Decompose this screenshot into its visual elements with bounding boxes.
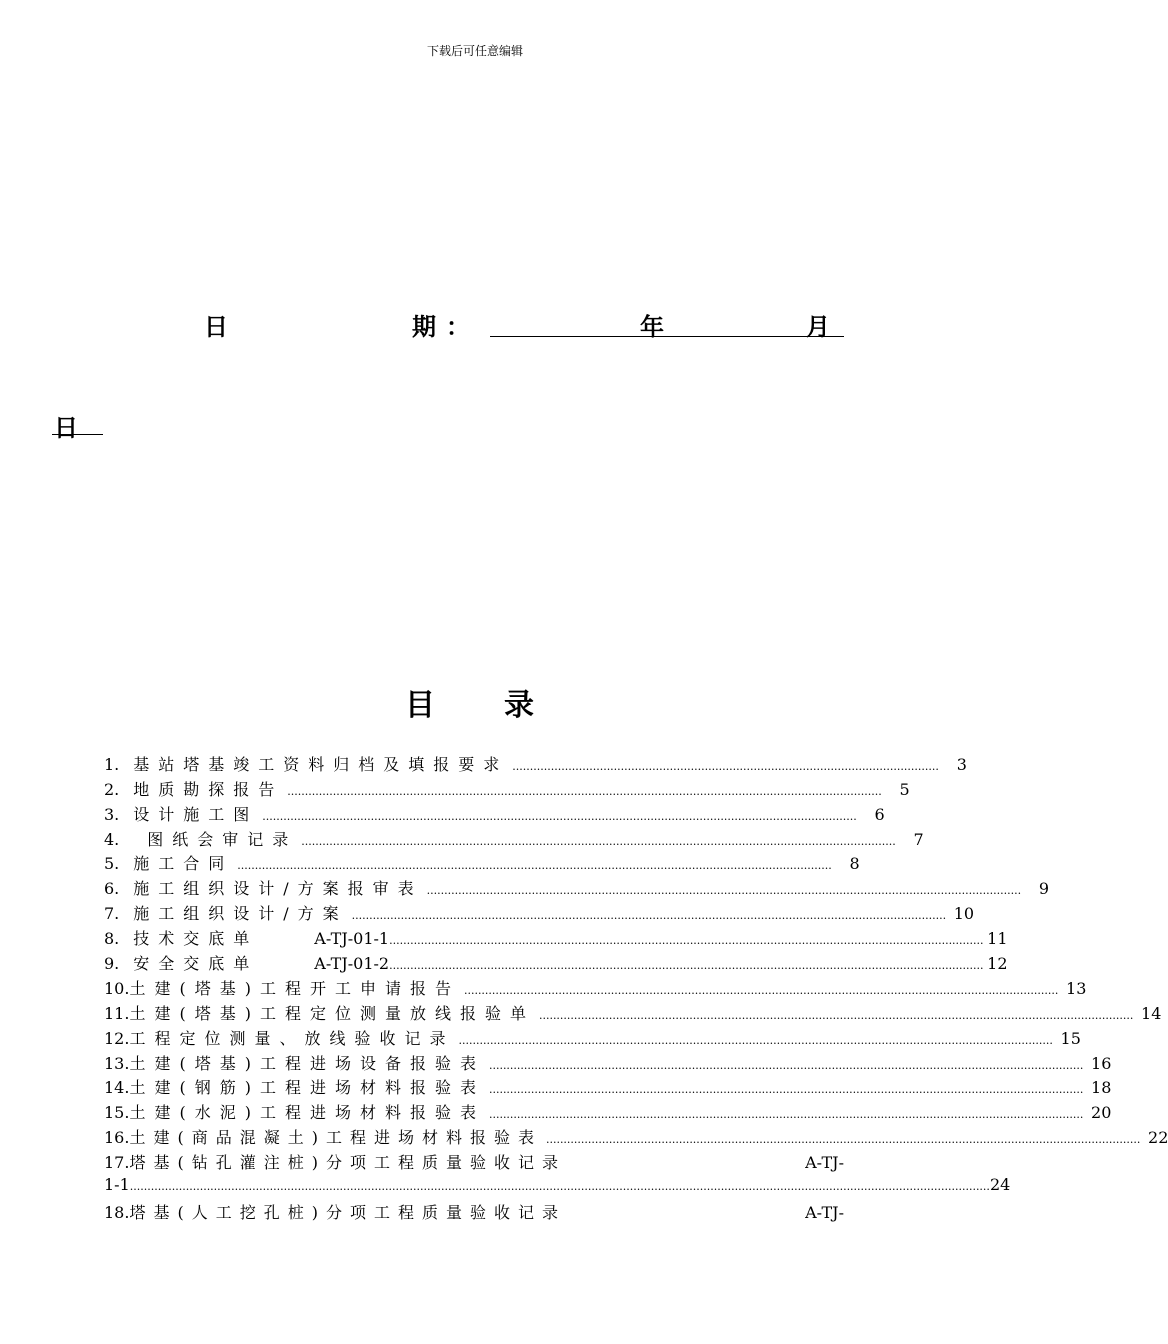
toc-item[interactable]: 5. 施工合同 .......................................................................................................................................................................... 8 [104, 854, 860, 873]
toc-item[interactable]: 14. 土建(钢筋)工程进场材料报验表 .......................................................................................................................................................................... 18 [104, 1078, 1112, 1097]
dot-leader: .......................................................................................................................................................................... [237, 859, 832, 872]
toc-item[interactable]: 13. 土建(塔基)工程进场设备报验表 .......................................................................................................................................................................... 16 [104, 1054, 1112, 1073]
dot-leader: .......................................................................................................................................................................... [301, 835, 896, 848]
dot-leader: ...................................................................................................................................................................................................................................................... [129, 1180, 990, 1193]
dot-leader: .......................................................................................................................................................................... [389, 934, 984, 947]
dot-leader: .......................................................................................................................................................................... [463, 984, 1059, 997]
dot-leader: .......................................................................................................................................................................... [426, 884, 1022, 897]
date-underline [490, 336, 844, 337]
date-label-ri: 日 [204, 312, 228, 341]
page-header-note: 下载后可任意编辑 [426, 44, 523, 58]
toc-item[interactable]: 8. 技术交底单 A-TJ-01-1 .......................................................................................................................................................................... 11 [104, 929, 1008, 948]
toc-item[interactable]: 11. 土建(塔基)工程定位测量放线报验单 .......................................................................................................................................................................... 14 [104, 1004, 1162, 1023]
toc-item[interactable]: 10. 土建(塔基)工程开工申请报告 .......................................................................................................................................................................... 13 [104, 979, 1087, 998]
dot-leader: .......................................................................................................................................................................... [488, 1059, 1084, 1072]
dot-leader: .......................................................................................................................... [512, 760, 939, 773]
date-month: 月 [806, 312, 830, 341]
toc-item[interactable]: 1. 基站塔基竣工资料归档及填报要求 .......................................................................................................................... 3 [104, 755, 967, 774]
toc-item[interactable]: 12. 工程定位测量、放线验收记录 .......................................................................................................................................................................... 15 [104, 1029, 1081, 1048]
date-colon: ： [446, 312, 470, 341]
toc-item[interactable]: 3. 设计施工图 .......................................................................................................................................................................... 6 [104, 805, 885, 824]
dot-leader: .......................................................................................................................................................................... [488, 1083, 1084, 1096]
dot-leader: .......................................................................................................................................................................... [287, 785, 882, 798]
date-day: 日 [54, 413, 78, 442]
dot-leader: .......................................................................................................................................................................... [351, 909, 947, 922]
dot-leader: .......................................................................................................................................................................... [389, 959, 984, 972]
day-underline [52, 434, 103, 435]
dot-leader: .......................................................................................................................................................................... [545, 1133, 1141, 1146]
toc-title-char-1: 目 [405, 688, 435, 723]
toc-item[interactable]: 9. 安全交底单 A-TJ-01-2 .......................................................................................................................................................................... 12 [104, 954, 1008, 973]
dot-leader: .......................................................................................................................................................................... [488, 1108, 1084, 1121]
toc-item-continuation: 1-1 ...................................................................................................................................................................................................................................................... 24 [104, 1175, 1011, 1194]
toc-item[interactable]: 16. 土建(商品混凝土)工程进场材料报验表 .......................................................................................................................................................................... 22 [104, 1128, 1168, 1147]
toc-item[interactable]: 6. 施工组织设计/方案报审表 .......................................................................................................................................................................... 9 [104, 879, 1050, 898]
toc-title-char-2: 录 [504, 688, 534, 723]
toc-item[interactable]: 7. 施工组织设计/方案 .......................................................................................................................................................................... 10 [104, 904, 975, 923]
date-year: 年 [640, 312, 664, 341]
toc-item[interactable]: 2. 地质勘探报告 .......................................................................................................................................................................... 5 [104, 780, 910, 799]
dot-leader: .......................................................................................................................................................................... [538, 1009, 1134, 1022]
toc-item[interactable]: 17. 塔基(钻孔灌注桩)分项工程质量验收记录 A-TJ- [104, 1153, 844, 1172]
date-label-qi: 期 [412, 312, 436, 341]
toc-item[interactable]: 4. 图纸会审记录 .......................................................................................................................................................................... 7 [104, 830, 924, 849]
toc-item[interactable]: 15. 土建(水泥)工程进场材料报验表 .......................................................................................................................................................................... 20 [104, 1103, 1112, 1122]
dot-leader: .......................................................................................................................................................................... [262, 810, 857, 823]
dot-leader: .......................................................................................................................................................................... [458, 1034, 1053, 1047]
toc-item[interactable]: 18. 塔基(人工挖孔桩)分项工程质量验收记录 A-TJ- [104, 1203, 844, 1222]
